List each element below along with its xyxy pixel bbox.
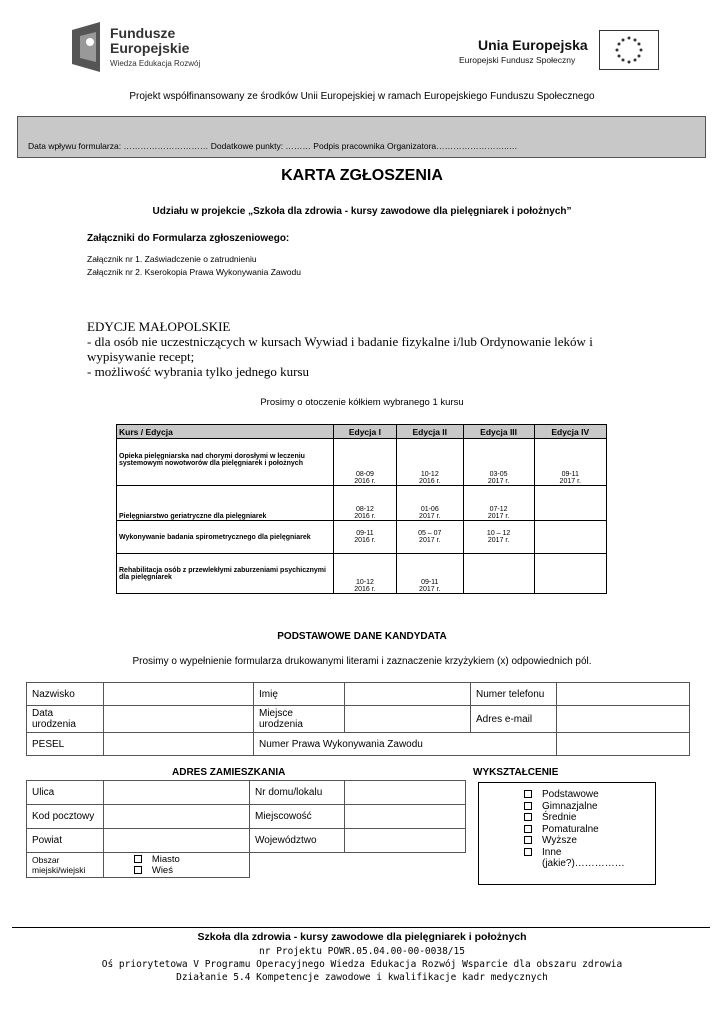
candidate-instruction: Prosimy o wypełnienie formularza drukowanymi literami i zaznaczenie krzyżykiem (x) odpowiednich pól. bbox=[132, 656, 592, 667]
circle-note: Prosimy o otoczenie kółkiem wybranego 1 kursu bbox=[260, 397, 464, 408]
street-input[interactable] bbox=[103, 781, 249, 805]
checkbox-icon[interactable] bbox=[524, 848, 532, 856]
checkbox-icon[interactable] bbox=[524, 813, 532, 821]
education-heading: WYKSZTAŁCENIE bbox=[473, 767, 559, 778]
eu-flag bbox=[599, 30, 659, 70]
course-edition-cell[interactable] bbox=[534, 486, 606, 521]
postcode-input[interactable] bbox=[103, 805, 249, 829]
candidate-form bbox=[26, 682, 690, 756]
education-option-label: Podstawowe bbox=[542, 789, 599, 800]
education-option[interactable] bbox=[524, 789, 625, 801]
city-label: Miejscowość bbox=[250, 805, 345, 829]
office-use-text: Data wpływu formularza: ………………………… Dodatkowe punkty: ……… Podpis pracownika Organizatora……………………..… bbox=[28, 141, 518, 151]
surname-label: Nazwisko bbox=[27, 683, 104, 706]
education-box bbox=[478, 782, 656, 885]
education-option[interactable] bbox=[524, 847, 625, 859]
area-options bbox=[103, 853, 249, 878]
pesel-input[interactable] bbox=[104, 733, 254, 756]
edition-months: 10 – 12 bbox=[486, 530, 511, 537]
course-edition-cell[interactable] bbox=[396, 521, 463, 554]
attachments-heading: Załączniki do Formularza zgłoszeniowego: bbox=[87, 233, 290, 244]
edition-year: 2016 r. bbox=[354, 513, 376, 520]
license-input[interactable] bbox=[557, 733, 690, 756]
address-form bbox=[26, 780, 250, 878]
checkbox-icon[interactable] bbox=[524, 825, 532, 833]
course-row[interactable] bbox=[117, 439, 607, 486]
courses-header-row bbox=[117, 425, 607, 439]
checkbox-icon[interactable] bbox=[524, 790, 532, 798]
edition-year: 2017 r. bbox=[419, 537, 441, 544]
edition-year: 2017 r. bbox=[559, 478, 581, 485]
course-name: Rehabilitacja osób z przewlekłymi zaburzeniami psychicznymi dla pielęgniarek bbox=[117, 554, 334, 594]
course-edition-cell[interactable] bbox=[396, 486, 463, 521]
education-option[interactable] bbox=[524, 835, 625, 847]
project-subtitle: Udziału w projekcie „Szkoła dla zdrowia - kursy zawodowe dla pielęgniarek i położnych” bbox=[152, 206, 572, 217]
footer-line2: Oś priorytetowa V Programu Operacyjnego Wiedza Edukacja Rozwój Wsparcie dla obszaru zdrowia bbox=[101, 959, 623, 970]
county-input[interactable] bbox=[103, 829, 249, 853]
course-row[interactable] bbox=[117, 521, 607, 554]
checkbox-icon[interactable] bbox=[524, 802, 532, 810]
course-edition-cell[interactable] bbox=[463, 521, 534, 554]
area-option-label: Wieś bbox=[151, 865, 173, 876]
course-edition-cell[interactable] bbox=[334, 439, 397, 486]
edition-year: 2016 r. bbox=[354, 537, 376, 544]
education-option-label: Gimnazjalne bbox=[542, 800, 598, 812]
col-edition-4: Edycja IV bbox=[534, 425, 606, 439]
editions-line1: EDYCJE MAŁOPOLSKIE bbox=[87, 319, 231, 334]
edition-months: 09-11 bbox=[561, 471, 579, 478]
voivodeship-input[interactable] bbox=[345, 829, 466, 853]
course-row[interactable] bbox=[117, 554, 607, 594]
course-edition-cell[interactable] bbox=[463, 486, 534, 521]
checkbox-icon[interactable] bbox=[524, 836, 532, 844]
email-input[interactable] bbox=[557, 706, 690, 733]
eu-stars-icon bbox=[600, 31, 658, 69]
area-label-2: miejski/wiejski bbox=[32, 865, 86, 875]
education-option[interactable] bbox=[524, 801, 625, 813]
editions-line2: - dla osób nie uczestniczących w kursach Wywiad i badanie fizykalne i/lub Ordynowanie leków i bbox=[87, 334, 593, 349]
edition-year: 2016 r. bbox=[419, 478, 441, 485]
county-label: Powiat bbox=[27, 829, 104, 853]
cofinance-note: Projekt współfinansowany ze środków Unii Europejskiej w ramach Europejskiego Funduszu Społecznego bbox=[129, 91, 595, 102]
voivodeship-label: Województwo bbox=[250, 829, 345, 853]
education-other-note: (jakie?)…………… bbox=[542, 858, 625, 869]
phone-input[interactable] bbox=[557, 683, 690, 706]
edition-months: 08-12 bbox=[355, 506, 374, 513]
education-option-label: Inne bbox=[542, 846, 562, 858]
course-edition-cell[interactable] bbox=[396, 554, 463, 594]
edition-year: 2017 r. bbox=[419, 513, 441, 520]
education-option[interactable] bbox=[524, 824, 625, 836]
attachment-item: Załącznik nr 1. Zaświadczenie o zatrudnieniu bbox=[87, 254, 257, 264]
ue-sub: Europejski Fundusz Społeczny bbox=[459, 55, 576, 65]
fe-logo-line2: Europejskie bbox=[110, 40, 190, 56]
footer-title: Szkoła dla zdrowia - kursy zawodowe dla pielęgniarek i położnych bbox=[197, 931, 527, 943]
course-edition-cell[interactable] bbox=[534, 521, 606, 554]
course-edition-cell[interactable] bbox=[463, 554, 534, 594]
course-name: Opieka pielęgniarska nad chorymi dorosłymi w leczeniu systemowym nowotworów dla pielęgniarek i położnych bbox=[117, 439, 334, 486]
name-input[interactable] bbox=[345, 683, 471, 706]
edition-year: 2017 r. bbox=[487, 478, 510, 485]
col-edition-3: Edycja III bbox=[463, 425, 534, 439]
birth-date-label-2: urodzenia bbox=[32, 719, 76, 730]
course-edition-cell[interactable] bbox=[334, 554, 397, 594]
checkbox-icon[interactable] bbox=[134, 866, 142, 874]
fe-logo-sub: Wiedza Edukacja Rozwój bbox=[110, 59, 201, 68]
postcode-label: Kod pocztowy bbox=[27, 805, 104, 829]
edition-year: 2016 r. bbox=[354, 478, 376, 485]
address-heading: ADRES ZAMIESZKANIA bbox=[172, 767, 286, 778]
birth-date-label-1: Data bbox=[32, 708, 54, 719]
birth-date-input[interactable] bbox=[104, 706, 254, 733]
edition-year: 2017 r. bbox=[419, 586, 441, 593]
area-option-label: Miasto bbox=[151, 854, 180, 865]
footer-line1: nr Projektu POWR.05.04.00-00-0038/15 bbox=[259, 946, 465, 957]
pesel-label: PESEL bbox=[27, 733, 104, 756]
city-input[interactable] bbox=[345, 805, 466, 829]
area-label-1: Obszar bbox=[32, 855, 60, 865]
course-edition-cell[interactable] bbox=[534, 439, 606, 486]
area-option-village[interactable] bbox=[134, 865, 244, 876]
street-label: Ulica bbox=[27, 781, 104, 805]
edition-months: 09-11 bbox=[421, 579, 439, 586]
edition-year: 2017 r. bbox=[487, 537, 510, 544]
page-title: KARTA ZGŁOSZENIA bbox=[281, 167, 443, 184]
attachment-item: Załącznik nr 2. Kserokopia Prawa Wykonywania Zawodu bbox=[87, 267, 301, 277]
course-edition-cell[interactable] bbox=[334, 521, 397, 554]
name-label: Imię bbox=[254, 683, 345, 706]
education-option-label: Wyższe bbox=[542, 835, 577, 846]
edition-months: 08-09 bbox=[355, 471, 374, 478]
fe-logo-icon bbox=[70, 22, 104, 72]
edition-months: 09-11 bbox=[356, 530, 374, 537]
editions-line4: - możliwość wybrania tylko jednego kursu bbox=[87, 364, 310, 379]
fe-logo-line1: Fundusze bbox=[110, 25, 176, 41]
col-edition-2: Edycja II bbox=[396, 425, 463, 439]
edition-months: 05 – 07 bbox=[418, 530, 442, 537]
area-label bbox=[27, 853, 104, 878]
education-option[interactable] bbox=[524, 812, 625, 824]
house-label: Nr domu/lokalu bbox=[250, 781, 345, 805]
candidate-heading: PODSTAWOWE DANE KANDYDATA bbox=[277, 631, 447, 642]
checkbox-icon[interactable] bbox=[134, 855, 142, 863]
edition-year: 2016 r. bbox=[354, 586, 376, 593]
education-option-label: Pomaturalne bbox=[542, 823, 599, 835]
birth-place-label-2: urodzenia bbox=[259, 719, 303, 730]
surname-input[interactable] bbox=[104, 683, 254, 706]
edition-months: 07-12 bbox=[489, 506, 508, 513]
edition-months: 03-05 bbox=[489, 471, 508, 478]
courses-table bbox=[116, 424, 607, 594]
edition-months: 10-12 bbox=[355, 579, 374, 586]
edition-months: 01-06 bbox=[420, 506, 439, 513]
course-edition-cell[interactable] bbox=[534, 554, 606, 594]
birth-date-label bbox=[27, 706, 104, 733]
course-edition-cell[interactable] bbox=[463, 439, 534, 486]
email-label: Adres e-mail bbox=[471, 706, 557, 733]
fe-logo bbox=[70, 22, 230, 76]
office-use-box bbox=[17, 116, 706, 158]
birth-place-input[interactable] bbox=[345, 706, 471, 733]
birth-place-label bbox=[254, 706, 345, 733]
edition-year: 2017 r. bbox=[487, 513, 510, 520]
editions-line3: wypisywanie recept; bbox=[87, 349, 195, 364]
col-edition-1: Edycja I bbox=[334, 425, 397, 439]
education-options bbox=[524, 789, 625, 870]
phone-label: Numer telefonu bbox=[471, 683, 557, 706]
birth-place-label-1: Miejsce bbox=[259, 708, 293, 719]
education-option-label: Średnie bbox=[542, 812, 577, 823]
col-course: Kurs / Edycja bbox=[117, 425, 334, 439]
footer-divider bbox=[12, 927, 710, 928]
ue-title: Unia Europejska bbox=[478, 37, 588, 53]
course-name: Wykonywanie badania spirometrycznego dla pielęgniarek bbox=[117, 521, 334, 554]
footer-line3: Działanie 5.4 Kompetencje zawodowe i kwalifikacje kadr medycznych bbox=[176, 972, 548, 983]
area-option-city[interactable] bbox=[134, 854, 244, 865]
house-input[interactable] bbox=[345, 781, 466, 805]
editions-block bbox=[87, 319, 647, 379]
course-row[interactable] bbox=[117, 486, 607, 521]
course-edition-cell[interactable] bbox=[396, 439, 463, 486]
license-label: Numer Prawa Wykonywania Zawodu bbox=[254, 733, 557, 756]
course-name: Pielęgniarstwo geriatryczne dla pielęgniarek bbox=[117, 486, 334, 521]
course-edition-cell[interactable] bbox=[334, 486, 397, 521]
edition-months: 10-12 bbox=[420, 471, 439, 478]
